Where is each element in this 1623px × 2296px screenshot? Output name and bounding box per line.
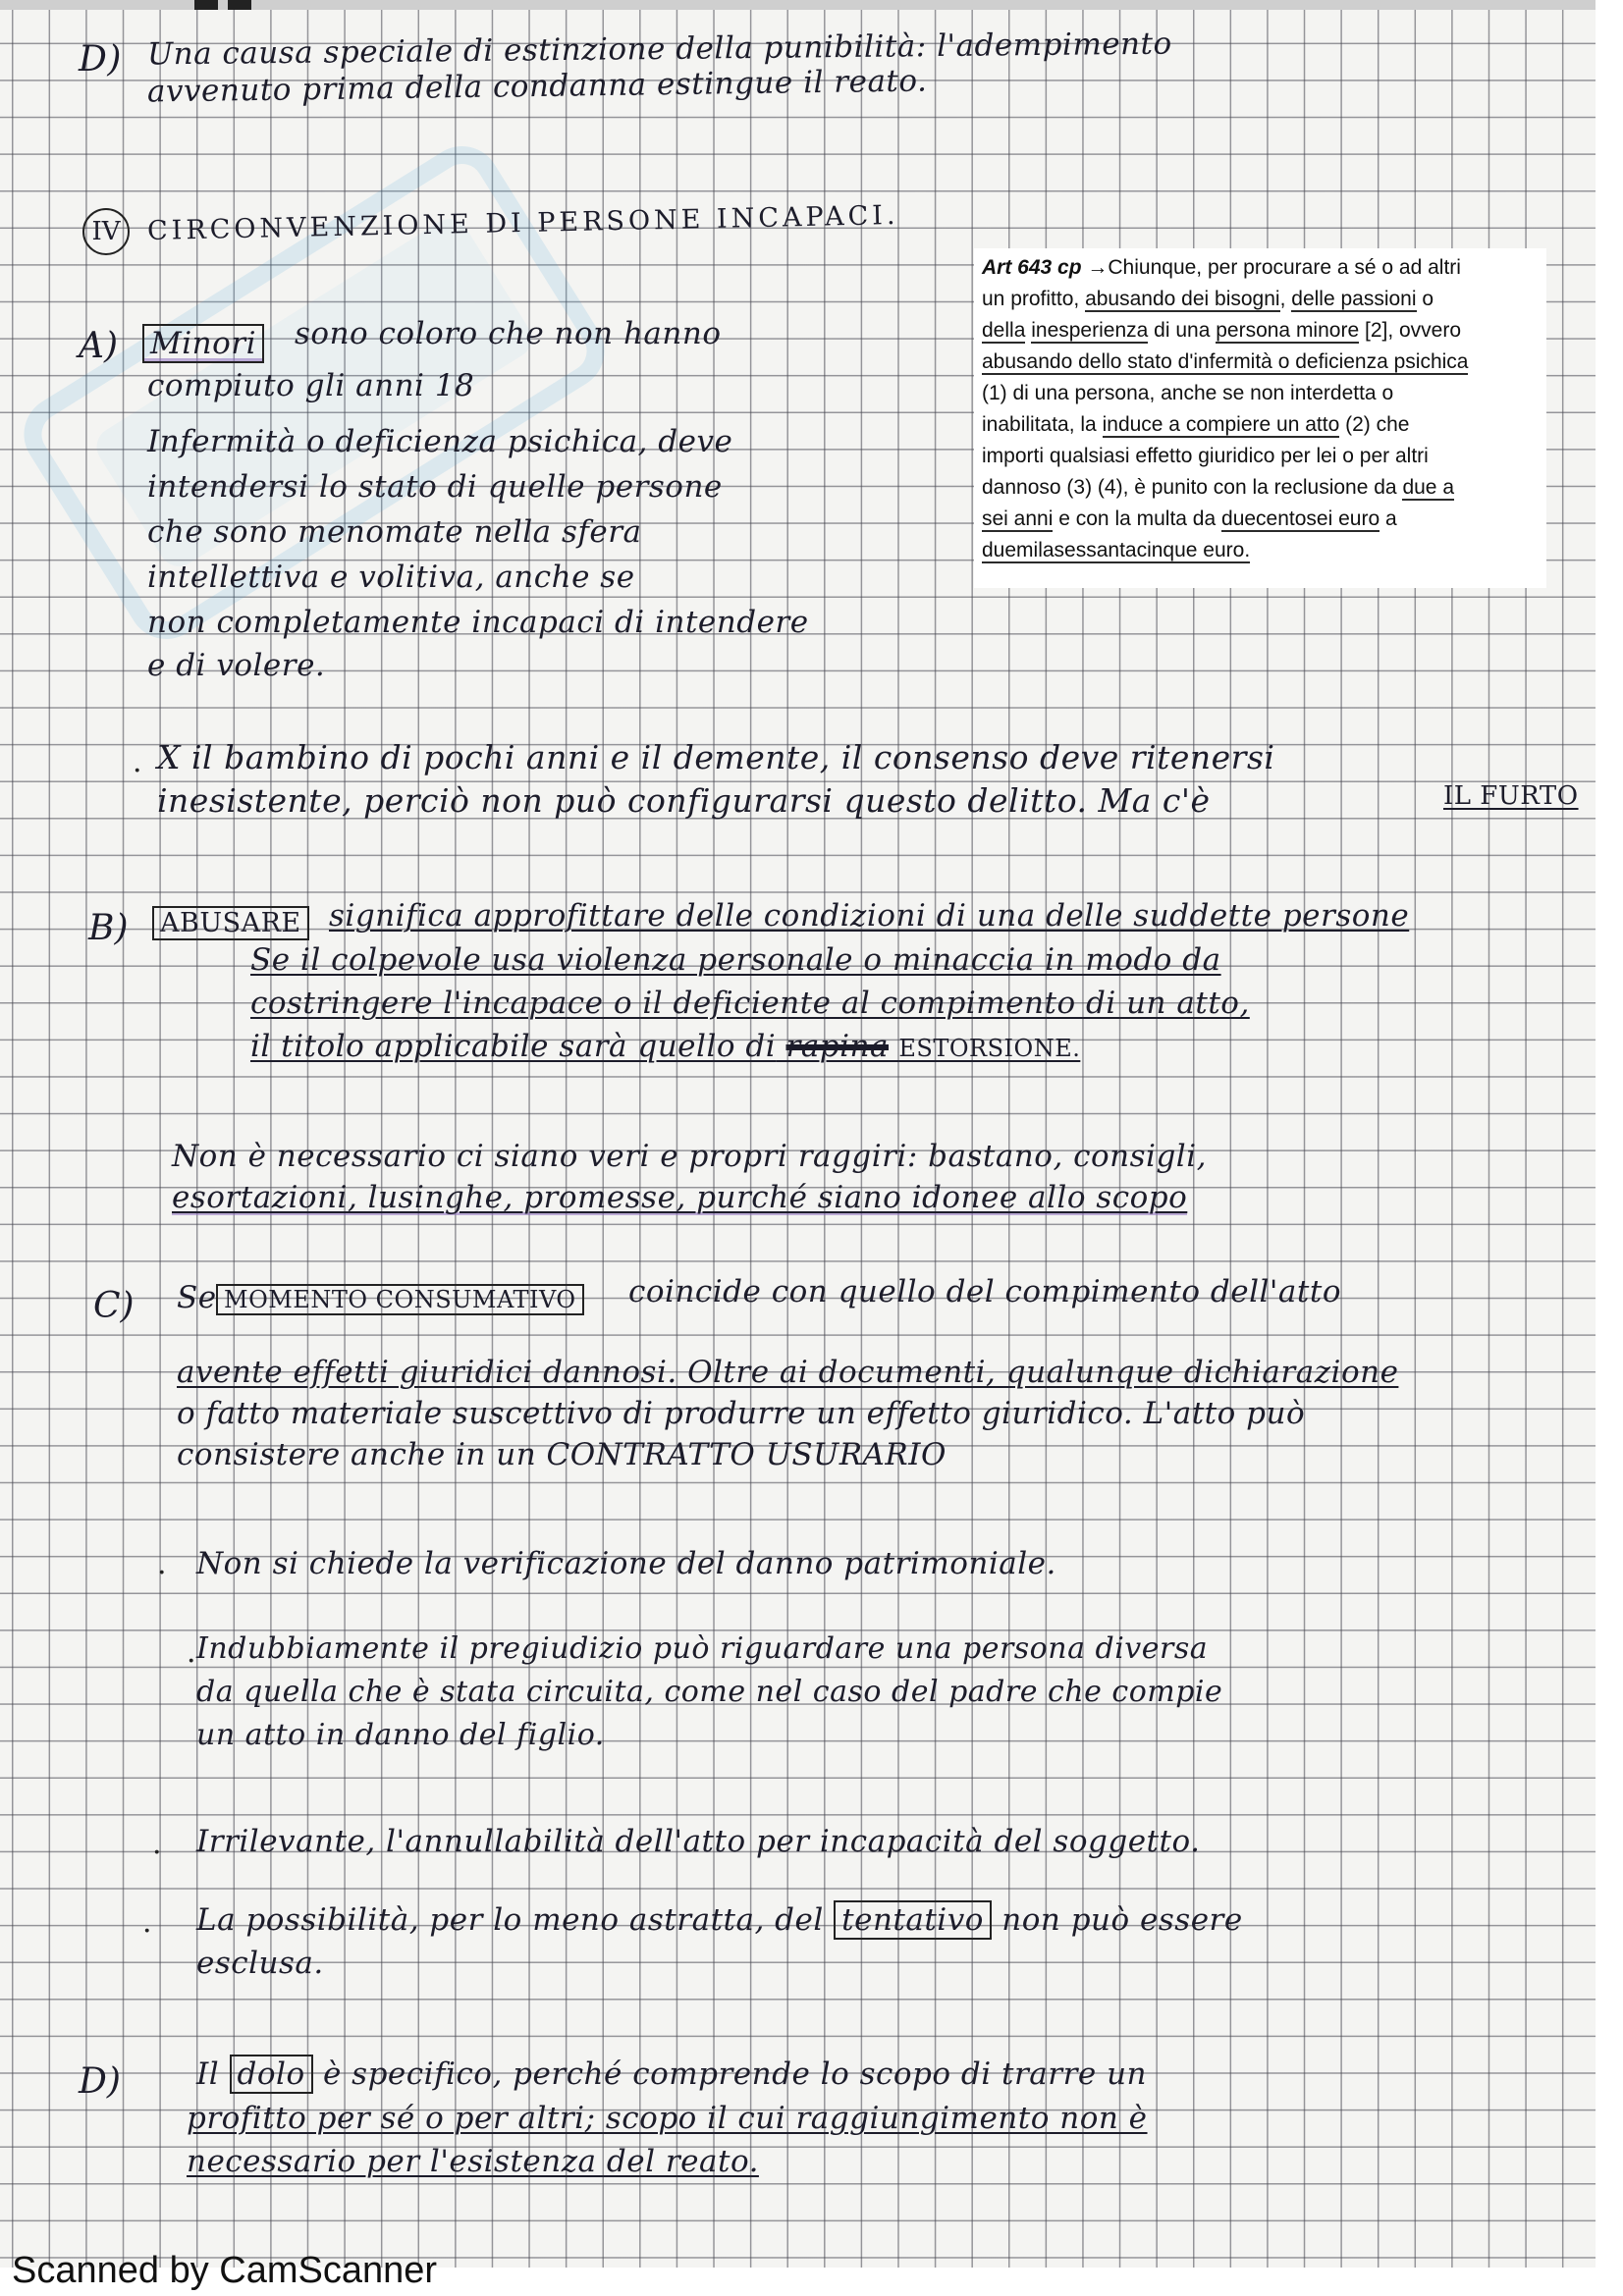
section-a-paragraph: intendersi lo stato di quelle persone [147, 469, 723, 505]
section-b-line2: Se il colpevole usa violenza personale o minaccia in modo da [250, 942, 1221, 978]
section-b-line1: significa approfittare delle condizioni di una delle suddette persone [329, 898, 1410, 934]
section-b-line3: costringere l'incapace o il deficiente al compimento di un atto, [250, 986, 1250, 1021]
top-edge-mark [194, 0, 218, 10]
section-b2-line2: esortazioni, lusinghe, promesse, purché siano idonee allo scopo [172, 1180, 1188, 1215]
section-dd-line3: necessario per l'esistenza del reato. [187, 2144, 759, 2179]
section-b-label: B) [88, 908, 129, 948]
bullet-dot: · [187, 1644, 196, 1679]
section-iv-title: CIRCONVENZIONE DI PERSONE INCAPACI. [146, 199, 899, 247]
section-a-line2: compiuto gli anni 18 [147, 368, 475, 403]
x-line2: inesistente, perciò non può configurarsi questo delitto. Ma c'è [157, 781, 1211, 820]
section-iv-number: IV [82, 208, 130, 255]
section-d-line1: Una causa speciale di estinzione della punibilità: l'adempimento [146, 26, 1172, 73]
section-a-line1: sono coloro che non hanno [295, 316, 722, 351]
section-c-bullet4: esclusa. [196, 1946, 324, 1981]
bullet-dot: · [157, 1556, 167, 1590]
article-line: inabilitata, la induce a compiere un atto (2) che [982, 413, 1410, 436]
section-dd-label: D) [79, 2061, 121, 2102]
article-line: un profitto, abusando dei bisogni, delle passioni o [982, 288, 1434, 310]
section-a-label: A) [79, 326, 119, 366]
section-dd-line2: profitto per sé o per altri; scopo il cui raggiungimento non è [187, 2101, 1148, 2136]
section-c-keyword: MOMENTO CONSUMATIVO [216, 1286, 584, 1313]
section-a-paragraph: non completamente incapaci di intendere [147, 605, 809, 640]
article-643-box [974, 248, 1546, 588]
section-a-keyword: Minori [142, 326, 264, 361]
bullet-dot: · [133, 754, 142, 788]
article-title: Art 643 cp [982, 256, 1082, 279]
section-d-line2: avvenuto prima della condanna estingue il reato. [146, 63, 928, 110]
section-c-se: Se [177, 1280, 217, 1315]
article-line: duemilasessantacinque euro. [982, 539, 1251, 561]
section-c-line1: coincide con quello del compimento dell'atto [628, 1274, 1341, 1309]
article-line: Art 643 cp →Chiunque, per procurare a sé o ad altri [982, 256, 1461, 279]
article-line: dannoso (3) (4), è punito con la reclusione da due a [982, 476, 1455, 499]
section-c-bullet2: da quella che è stata circuita, come nel caso del padre che compie [196, 1675, 1223, 1709]
x-line1: X il bambino di pochi anni e il demente, il consenso deve ritenersi [157, 738, 1275, 776]
section-a-paragraph: intellettiva e volitiva, anche se [147, 560, 635, 595]
section-c-bullet2: un atto in danno del figlio. [196, 1718, 605, 1752]
bullet-dot: · [142, 1914, 152, 1949]
article-line: della inesperienza di una persona minore [2], ovvero [982, 319, 1462, 342]
section-b2-line1: Non è necessario ci siano veri e propri raggiri: bastano, consigli, [172, 1139, 1207, 1174]
section-c-bullet1: Non si chiede la verificazione del danno patrimoniale. [196, 1546, 1056, 1581]
section-c-bullet2: Indubbiamente il pregiudizio può riguardare una persona diversa [196, 1631, 1209, 1666]
section-c-line2: avente effetti giuridici dannosi. Oltre ai documenti, qualunque dichiarazione [177, 1355, 1399, 1390]
scanner-footer: Scanned by CamScanner [12, 2250, 438, 2291]
section-d-label: D) [79, 39, 122, 80]
section-c-bullet4: La possibilità, per lo meno astratta, del tentativo non può essere [196, 1902, 1243, 1938]
article-line: sei anni e con la multa da duecentosei euro a [982, 507, 1397, 530]
struck-word: rapina [785, 1029, 890, 1064]
section-a-paragraph: che sono menomate nella sfera [147, 514, 642, 550]
section-a-paragraph: Infermità o deficienza psichica, deve [147, 424, 733, 459]
bullet-dot: · [152, 1836, 162, 1870]
top-edge-strip [0, 0, 1596, 10]
article-line: (1) di una persona, anche se non interdetta o [982, 382, 1394, 404]
section-a-paragraph: e di volere. [147, 648, 326, 683]
section-c-line3: o fatto materiale suscettivo di produrre un effetto giuridico. L'atto può [177, 1396, 1306, 1431]
section-dd-line1: Il dolo è specifico, perché comprende lo scopo di trarre un [196, 2056, 1148, 2092]
section-b-line4: il titolo applicabile sarà quello di rapina ESTORSIONE. [250, 1029, 1081, 1064]
top-edge-mark [228, 0, 251, 10]
section-c-line4: consistere anche in un CONTRATTO USURARIO [177, 1437, 947, 1472]
article-line: abusando dello stato d'infermità o deficienza psichica [982, 350, 1469, 373]
article-line: importi qualsiasi effetto giuridico per lei o per altri [982, 445, 1429, 467]
section-c-label: C) [93, 1286, 135, 1326]
x-line2-end: IL FURTO [1443, 781, 1579, 811]
section-b-keyword: ABUSARE [152, 908, 309, 938]
section-c-bullet3: Irrilevante, l'annullabilità dell'atto per incapacità del soggetto. [196, 1824, 1201, 1859]
